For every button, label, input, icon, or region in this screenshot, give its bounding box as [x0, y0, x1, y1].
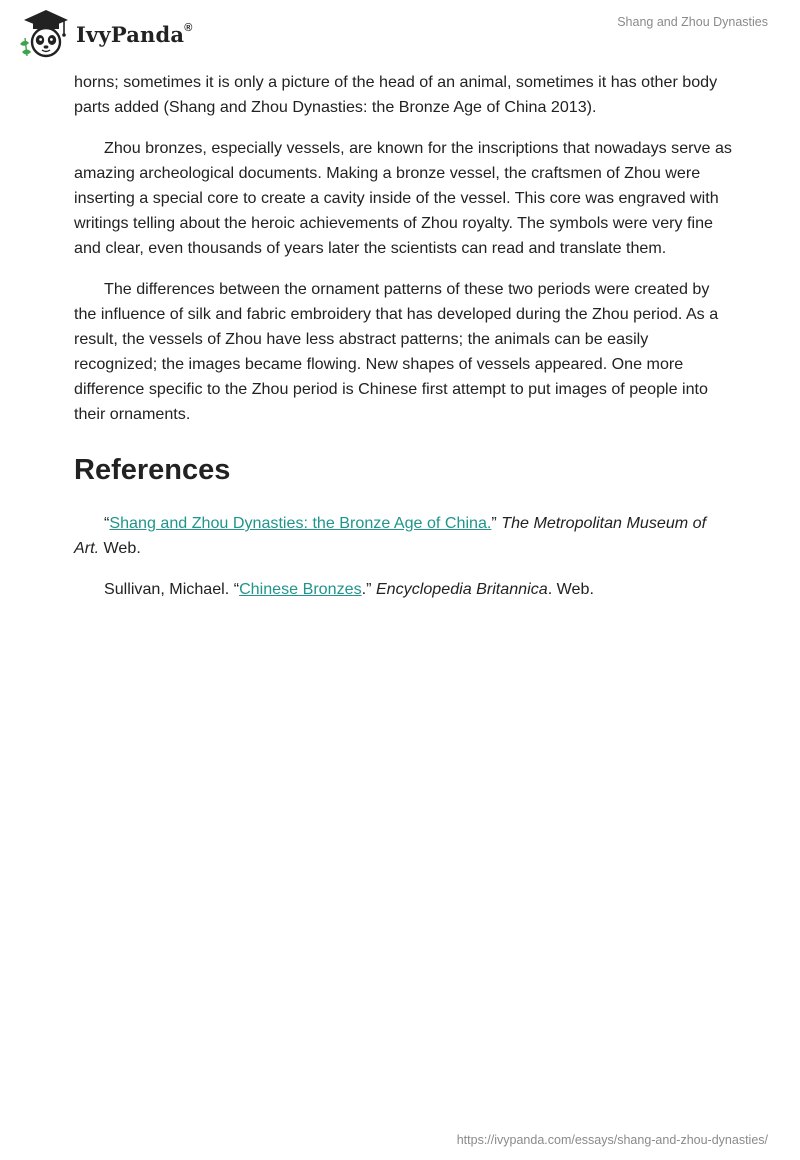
paragraph-continuation: horns; sometimes it is only a picture of the head of an animal, sometimes it has other body parts added (Shang and Zhou Dynasties: the Bronze Age of China 2013). [74, 73, 718, 116]
reference-tail: Web. [99, 539, 141, 557]
registered-mark: ® [184, 21, 193, 34]
reference-close-quote: .” [361, 580, 376, 598]
page-header [0, 0, 800, 64]
logo-wordmark: IvyPanda [76, 21, 185, 47]
panda-graduation-cap-icon [16, 8, 74, 58]
paragraph-ornament-differences: The differences between the ornament patterns of these two periods were created by the influence of silk and fabric embroidery that has developed during the Zhou period. As a result, the vessels of Zhou have less abstract patterns; the animals can be easily recognized; the images became flowing. New shapes of vessels appeared. One more difference specific to the Zhou period is Chinese first attempt to put images of people into their ornaments. [74, 280, 719, 423]
reference-tail: . Web. [547, 580, 594, 598]
references-heading: References [74, 454, 231, 486]
reference-close-quote: ” [491, 514, 502, 532]
reference-link-met-museum[interactable]: Shang and Zhou Dynasties: the Bronze Age of China. [109, 514, 492, 532]
reference-author: Sullivan, Michael. “ [104, 580, 240, 598]
reference-open-quote: “ [104, 514, 110, 532]
reference-source: The Metropolitan Museum of Art. [74, 514, 707, 557]
reference-item [74, 511, 734, 561]
footer-url[interactable]: https://ivypanda.com/essays/shang-and-zhou-dynasties/ [456, 1133, 768, 1147]
reference-link-britannica[interactable]: Chinese Bronzes [239, 580, 362, 598]
reference-source: Encyclopedia Britannica [375, 580, 548, 598]
paragraph-zhou-bronzes: Zhou bronzes, especially vessels, are known for the inscriptions that nowadays serve as amazing archeological documents. Making a bronze vessel, the craftsmen of Zhou were inserting a special core to create a cavity inside of the vessel. This core was engraved with writings telling about the heroic achievements of Zhou royalty. The symbols were very fine and clear, even thousands of years later the scientists can read and translate them. [74, 139, 732, 257]
document-title: Shang and Zhou Dynasties [617, 15, 768, 29]
reference-item [74, 577, 734, 602]
essay-content [74, 70, 734, 618]
ivypanda-logo[interactable] [16, 8, 193, 58]
